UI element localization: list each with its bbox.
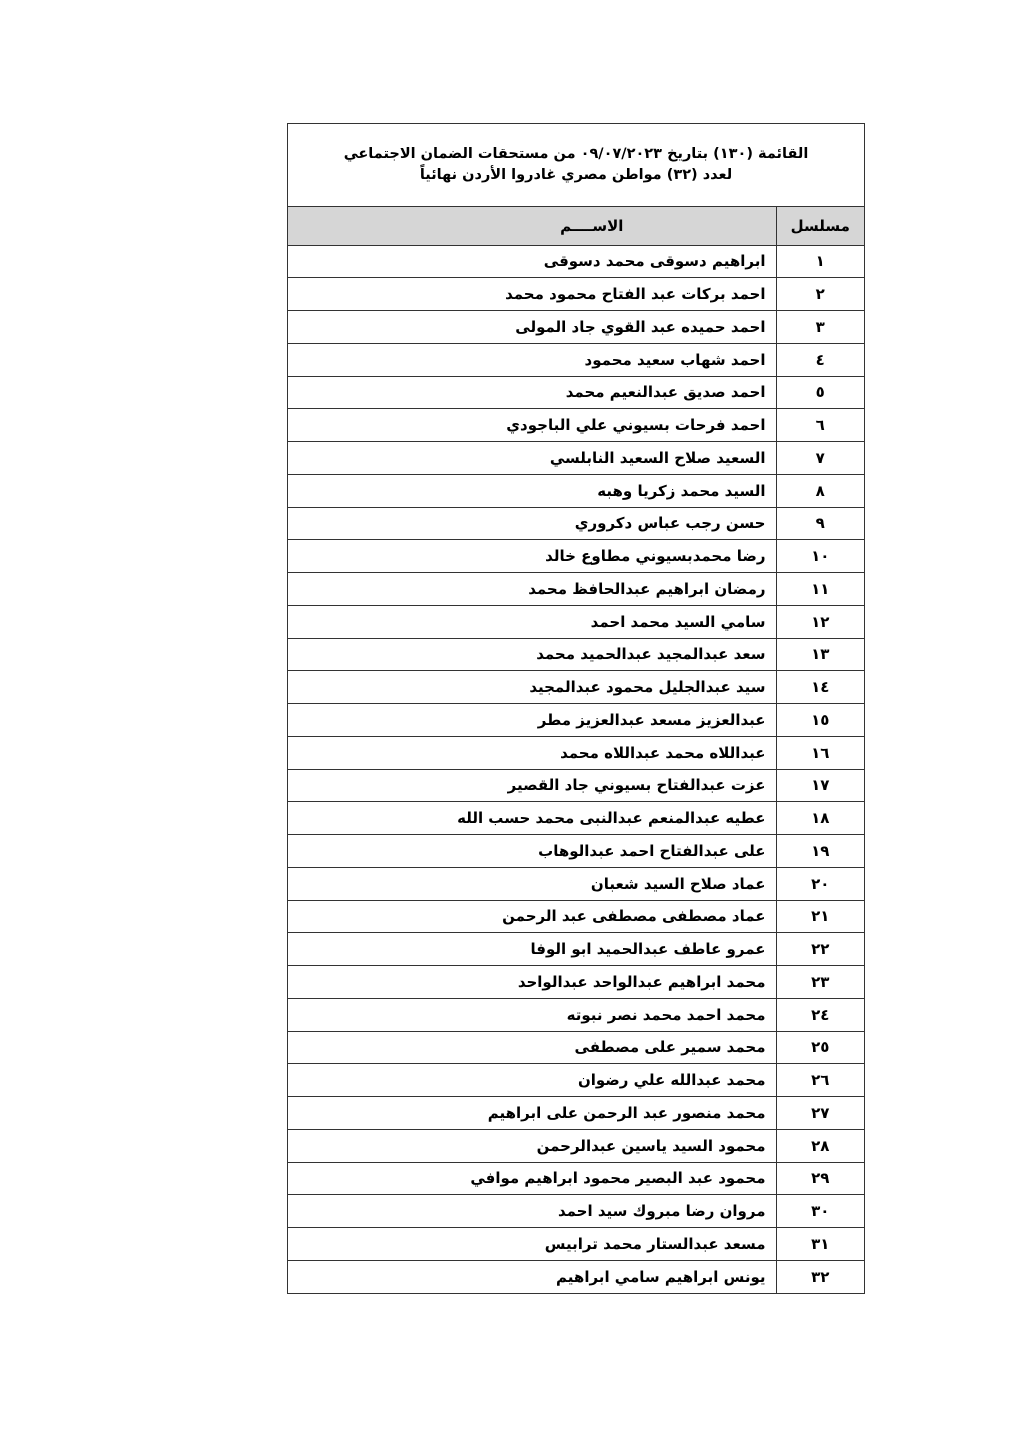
table-row xyxy=(288,311,864,344)
row-serial: ١٩ xyxy=(776,835,864,868)
table-row xyxy=(288,998,864,1031)
table-row xyxy=(288,1260,864,1293)
table-row xyxy=(288,835,864,868)
row-serial: ١٧ xyxy=(776,769,864,802)
row-name: عبدالعزيز مسعد عبدالعزيز مطر xyxy=(288,704,776,737)
row-serial: ٥ xyxy=(776,376,864,409)
table-row xyxy=(288,245,864,278)
row-serial: ٣ xyxy=(776,311,864,344)
row-name: سعد عبدالمجيد عبدالحميد محمد xyxy=(288,638,776,671)
table-row xyxy=(288,409,864,442)
row-name: احمد صديق عبدالنعيم محمد xyxy=(288,376,776,409)
table-row xyxy=(288,442,864,475)
row-name: السيد محمد زكريا وهبه xyxy=(288,474,776,507)
row-serial: ٢٦ xyxy=(776,1064,864,1097)
row-name: عماد مصطفى مصطفى عبد الرحمن xyxy=(288,900,776,933)
row-serial: ٢٣ xyxy=(776,966,864,999)
row-serial: ٨ xyxy=(776,474,864,507)
table-row xyxy=(288,736,864,769)
row-serial: ١٥ xyxy=(776,704,864,737)
row-serial: ٢٩ xyxy=(776,1162,864,1195)
row-serial: ٢٢ xyxy=(776,933,864,966)
row-serial: ١٠ xyxy=(776,540,864,573)
document-title-line-1: القائمة (١٣٠) بتاريخ ٠٩/٠٧/٢٠٢٣ من مستحقات الضمان الاجتماعي xyxy=(343,146,809,162)
row-name: محمد سمير على مصطفى xyxy=(288,1031,776,1064)
table-row xyxy=(288,343,864,376)
table-body xyxy=(288,245,864,1293)
table-row xyxy=(288,966,864,999)
table-header-row xyxy=(288,207,864,245)
row-name: يونس ابراهيم سامي ابراهيم xyxy=(288,1260,776,1293)
row-name: السعيد صلاح السعيد النابلسي xyxy=(288,442,776,475)
row-name: احمد حميده عبد القوي جاد المولى xyxy=(288,311,776,344)
table-row xyxy=(288,704,864,737)
row-serial: ٩ xyxy=(776,507,864,540)
table-row xyxy=(288,769,864,802)
document-title-box xyxy=(288,124,864,207)
row-name: رضا محمدبسيوني مطاوع خالد xyxy=(288,540,776,573)
table-row xyxy=(288,900,864,933)
table-row xyxy=(288,573,864,606)
row-serial: ٢٠ xyxy=(776,867,864,900)
row-name: محمد منصور عبد الرحمن على ابراهيم xyxy=(288,1097,776,1130)
row-name: رمضان ابراهيم عبدالحافظ محمد xyxy=(288,573,776,606)
row-serial: ١١ xyxy=(776,573,864,606)
row-name: ابراهيم دسوقى محمد دسوقى xyxy=(288,245,776,278)
row-serial: ٢٧ xyxy=(776,1097,864,1130)
row-name: احمد بركات عبد الفتاح محمود محمد xyxy=(288,278,776,311)
row-name: محمود السيد ياسين عبدالرحمن xyxy=(288,1129,776,1162)
table-row xyxy=(288,867,864,900)
table-row xyxy=(288,671,864,704)
document-sheet xyxy=(287,123,865,1294)
row-serial: ٣٢ xyxy=(776,1260,864,1293)
row-name: حسن رجب عباس دكروري xyxy=(288,507,776,540)
table-row xyxy=(288,1031,864,1064)
row-serial: ١ xyxy=(776,245,864,278)
row-serial: ٦ xyxy=(776,409,864,442)
table-row xyxy=(288,605,864,638)
document-title-line-2: لعدد (٣٢) مواطن مصري غادروا الأردن نهائياً xyxy=(419,167,733,183)
row-name: احمد فرحات بسيوني علي الباجودي xyxy=(288,409,776,442)
table-row xyxy=(288,1097,864,1130)
row-name: مسعد عبدالستار محمد ترابيس xyxy=(288,1228,776,1261)
row-name: احمد شهاب سعيد محمود xyxy=(288,343,776,376)
table-row xyxy=(288,376,864,409)
row-serial: ٣١ xyxy=(776,1228,864,1261)
row-name: محمد احمد محمد نصر نبوته xyxy=(288,998,776,1031)
row-name: سيد عبدالجليل محمود عبدالمجيد xyxy=(288,671,776,704)
table-row xyxy=(288,638,864,671)
table-row xyxy=(288,1195,864,1228)
table-row xyxy=(288,474,864,507)
name-column-header: الاســــم xyxy=(288,207,776,245)
table-row xyxy=(288,1129,864,1162)
row-name: محمد عبدالله علي رضوان xyxy=(288,1064,776,1097)
row-serial: ١٢ xyxy=(776,605,864,638)
row-serial: ١٣ xyxy=(776,638,864,671)
row-name: عطيه عبدالمنعم عبدالنبى محمد حسب الله xyxy=(288,802,776,835)
row-serial: ٢١ xyxy=(776,900,864,933)
table-row xyxy=(288,1162,864,1195)
row-serial: ٢٥ xyxy=(776,1031,864,1064)
row-name: محمود عبد البصير محمود ابراهيم موافي xyxy=(288,1162,776,1195)
row-name: عماد صلاح السيد شعبان xyxy=(288,867,776,900)
row-serial: ٢٨ xyxy=(776,1129,864,1162)
table-row xyxy=(288,1064,864,1097)
names-table xyxy=(288,207,864,1293)
row-serial: ٧ xyxy=(776,442,864,475)
row-serial: ١٨ xyxy=(776,802,864,835)
row-serial: ٢ xyxy=(776,278,864,311)
row-name: على عبدالفتاح احمد عبدالوهاب xyxy=(288,835,776,868)
row-serial: ٢٤ xyxy=(776,998,864,1031)
table-row xyxy=(288,278,864,311)
table-row xyxy=(288,802,864,835)
row-name: محمد ابراهيم عبدالواحد عبدالواحد xyxy=(288,966,776,999)
row-name: عمرو عاطف عبدالحميد ابو الوفا xyxy=(288,933,776,966)
row-serial: ١٤ xyxy=(776,671,864,704)
table-row xyxy=(288,507,864,540)
row-serial: ٤ xyxy=(776,343,864,376)
row-serial: ٣٠ xyxy=(776,1195,864,1228)
table-row xyxy=(288,1228,864,1261)
table-row xyxy=(288,540,864,573)
row-name: مروان رضا مبروك سيد احمد xyxy=(288,1195,776,1228)
row-name: عزت عبدالفتاح بسيوني جاد القصير xyxy=(288,769,776,802)
row-name: عبداللاه محمد عبداللاه محمد xyxy=(288,736,776,769)
table-row xyxy=(288,933,864,966)
row-name: سامي السيد محمد احمد xyxy=(288,605,776,638)
serial-column-header: مسلسل xyxy=(776,207,864,245)
row-serial: ١٦ xyxy=(776,736,864,769)
